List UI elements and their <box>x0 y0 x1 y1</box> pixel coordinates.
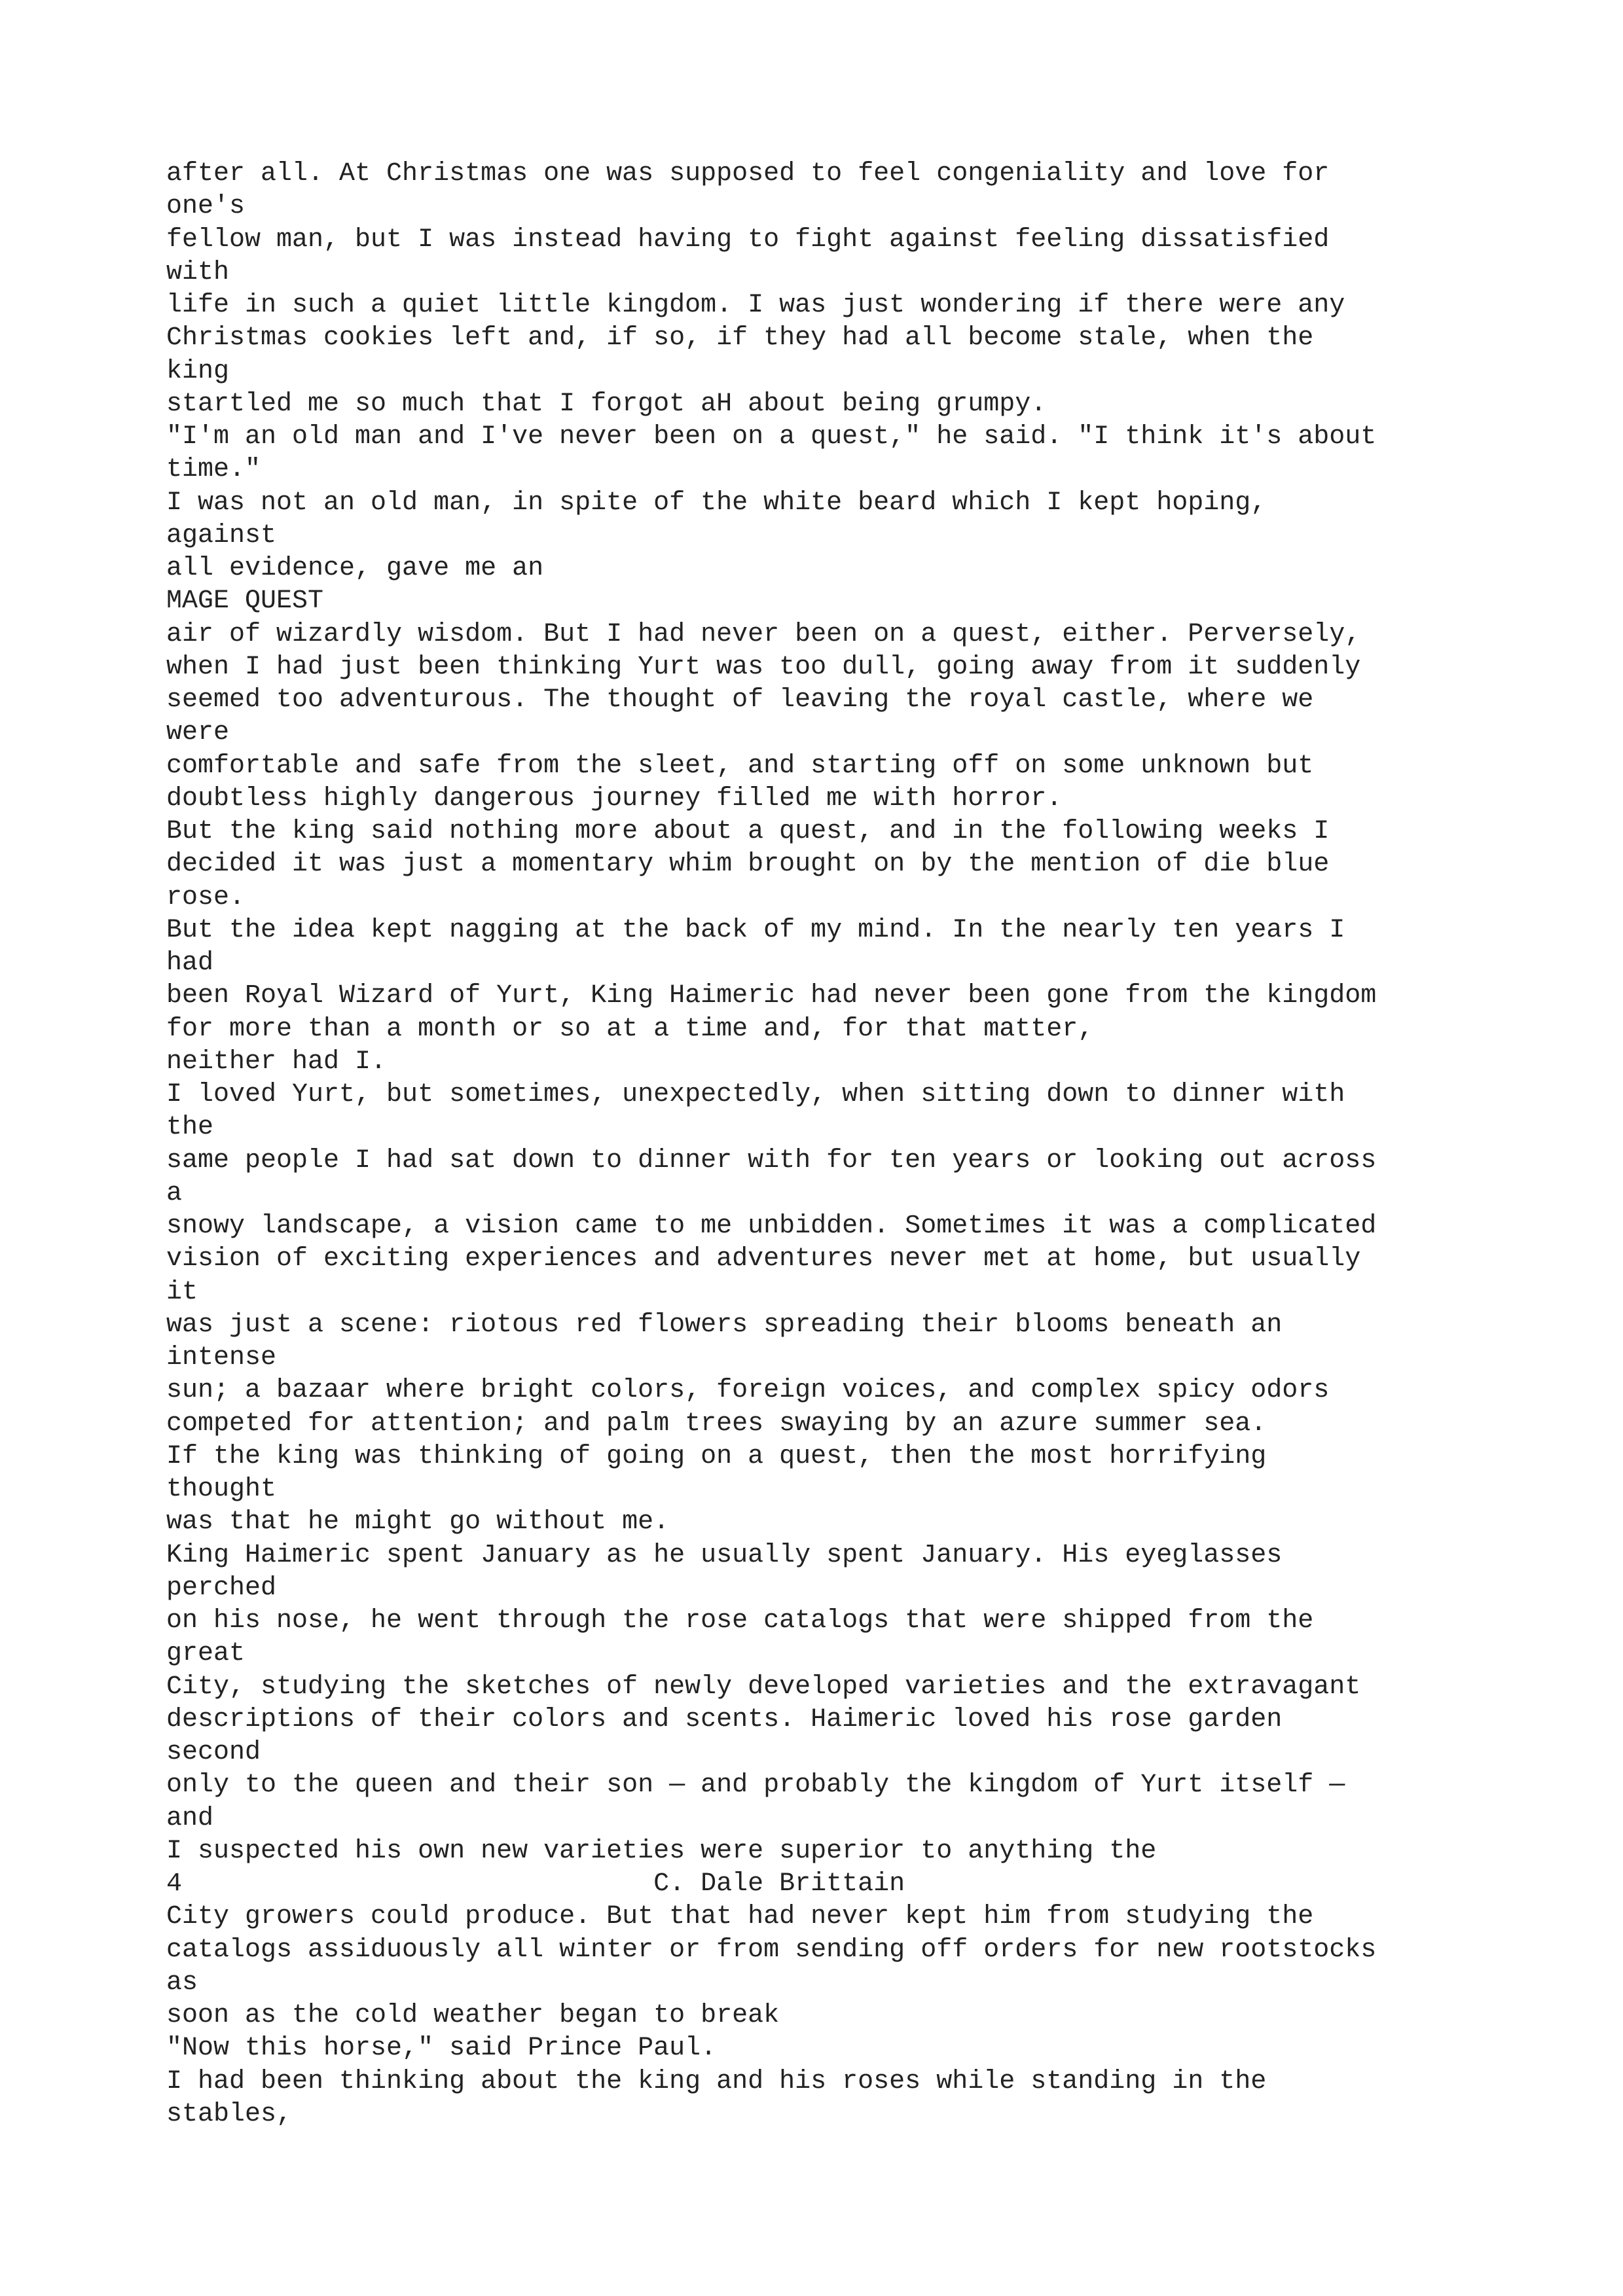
text-line: for more than a month or so at a time and, for that matter, <box>166 1014 1094 1044</box>
text-line: "I'm an old man and I've never been on a quest," he said. "I think it's about <box>166 422 1377 452</box>
text-line: as <box>166 1967 198 1998</box>
text-line: City, studying the sketches of newly developed varieties and the extravagant <box>166 1672 1361 1702</box>
text-line: Christmas cookies left and, if so, if they had all become stale, when the <box>166 323 1314 353</box>
text-line: sun; a bazaar where bright colors, foreign voices, and complex spicy odors <box>166 1376 1330 1406</box>
text-line: I suspected his own new varieties were superior to anything the <box>166 1836 1157 1866</box>
text-line: I was not an old man, in spite of the white beard which I kept hoping, <box>166 488 1267 518</box>
text-line: it <box>166 1277 198 1307</box>
text-line: soon as the cold weather began to break <box>166 2001 780 2030</box>
text-line: second <box>166 1738 261 1767</box>
text-line: I had been thinking about the king and his roses while standing in the <box>166 2066 1267 2096</box>
text-line: I loved Yurt, but sometimes, unexpectedly, when sitting down to dinner with <box>166 1080 1345 1109</box>
text-line: catalogs assiduously all winter or from sending off orders for new rootstocks <box>166 1935 1377 1965</box>
text-line: stables, <box>166 2099 293 2129</box>
text-line: king <box>166 356 230 386</box>
text-line: air of wizardly wisdom. But I had never been on a quest, either. Perversely, <box>166 619 1361 649</box>
text-line: competed for attention; and palm trees swaying by an azure summer sea. <box>166 1408 1267 1439</box>
text-line: when I had just been thinking Yurt was too dull, going away from it suddenly <box>166 652 1361 682</box>
text-line: descriptions of their colors and scents. Haimeric loved his rose garden <box>166 1704 1283 1734</box>
text-line: thought <box>166 1475 277 1504</box>
text-line: If the king was thinking of going on a quest, then the most horrifying <box>166 1441 1267 1471</box>
text-line: with <box>166 257 230 287</box>
text-line: doubtless highly dangerous journey filled me with horror. <box>166 783 1063 814</box>
text-body <box>166 158 1476 2131</box>
text-line: seemed too adventurous. The thought of leaving the royal castle, where we <box>166 685 1314 715</box>
text-line: rose. <box>166 882 246 912</box>
text-line: after all. At Christmas one was supposed to feel congeniality and love for <box>166 159 1330 188</box>
text-line: all evidence, gave me an <box>166 554 544 583</box>
text-line: But the idea kept nagging at the back of my mind. In the nearly ten years I <box>166 915 1345 945</box>
text-line: life in such a quiet little kingdom. I was just wondering if there were any <box>166 291 1345 320</box>
text-line: King Haimeric spent January as he usually spent January. His eyeglasses <box>166 1540 1283 1570</box>
text-line: perched <box>166 1573 277 1603</box>
text-line: decided it was just a momentary whim brought on by the mention of die blue <box>166 850 1330 880</box>
text-line: was just a scene: riotous red flowers spreading their blooms beneath an <box>166 1310 1283 1340</box>
text-line: only to the queen and their son — and probably the kingdom of Yurt itself — <box>166 1770 1345 1801</box>
text-line: a <box>166 1178 183 1208</box>
text-line: comfortable and safe from the sleet, and starting off on some unknown but <box>166 751 1314 781</box>
page-number-and-author: 4 C. Dale Brittain <box>166 1869 905 1899</box>
text-line: great <box>166 1639 246 1669</box>
text-line: vision of exciting experiences and adventures never met at home, but usually <box>166 1244 1361 1274</box>
text-line: neither had I. <box>166 1047 387 1077</box>
text-line: City growers could produce. But that had never kept him from studying the <box>166 1902 1314 1932</box>
text-line: on his nose, he went through the rose catalogs that were shipped from the <box>166 1606 1314 1636</box>
text-line: had <box>166 948 214 978</box>
text-line: was that he might go without me. <box>166 1507 670 1537</box>
text-line: "Now this horse," said Prince Paul. <box>166 2034 717 2064</box>
text-line: were <box>166 718 230 748</box>
text-line: and <box>166 1803 214 1833</box>
text-line: been Royal Wizard of Yurt, King Haimeric had never been gone from the kingdom <box>166 981 1377 1011</box>
text-line: snowy landscape, a vision came to me unbidden. Sometimes it was a complicated <box>166 1211 1377 1241</box>
running-header: MAGE QUEST <box>166 586 324 617</box>
text-line: same people I had sat down to dinner with for ten years or looking out across <box>166 1145 1377 1175</box>
text-line: fellow man, but I was instead having to fight against feeling dissatisfied <box>166 224 1330 255</box>
text-line: against <box>166 520 277 550</box>
text-line: startled me so much that I forgot aH about being grumpy. <box>166 389 1047 419</box>
text-line: intense <box>166 1343 277 1372</box>
text-line: the <box>166 1113 214 1143</box>
text-line: one's <box>166 192 246 222</box>
text-line: time." <box>166 455 261 485</box>
text-line: But the king said nothing more about a quest, and in the following weeks I <box>166 817 1330 846</box>
